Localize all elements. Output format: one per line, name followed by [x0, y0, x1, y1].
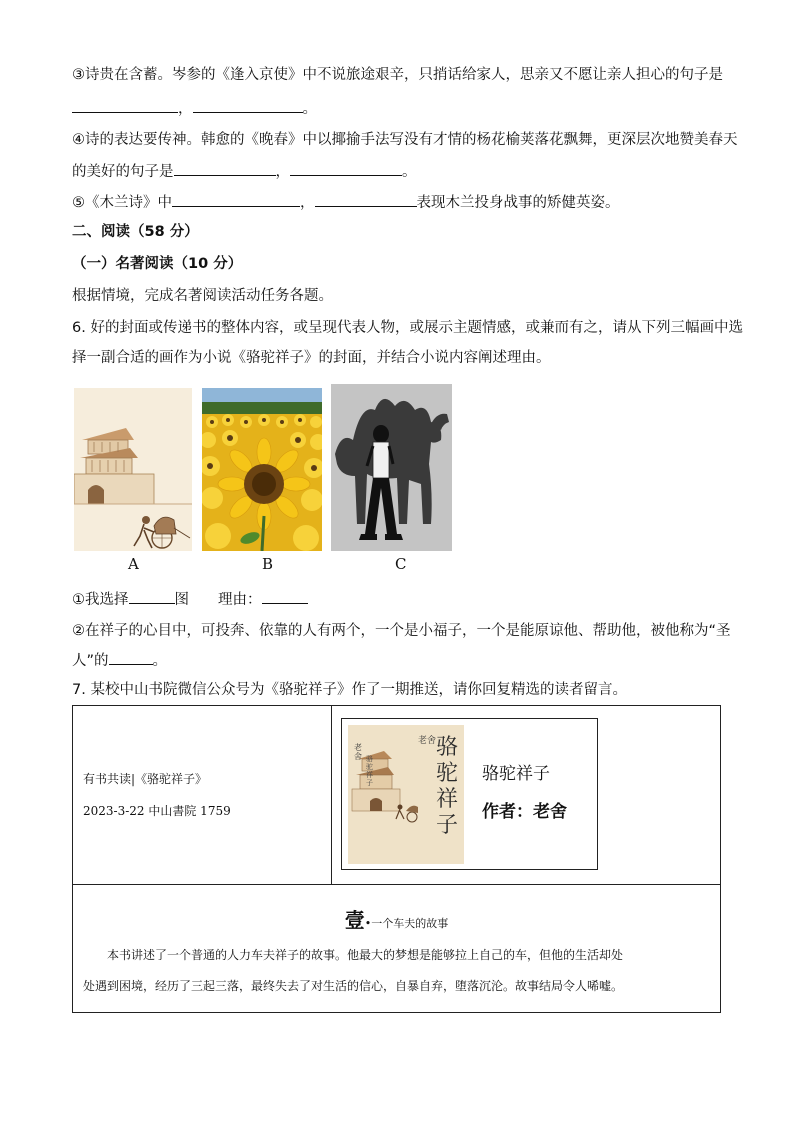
- post-meta: 2023-3-22 中山書院 1759: [83, 804, 231, 818]
- q3-blank-1[interactable]: [72, 98, 178, 113]
- q5-pre: ⑤《木兰诗》中: [72, 195, 172, 211]
- post-title: 有书共读|《骆驼祥子》: [83, 772, 208, 786]
- q4-end: 。: [402, 164, 417, 180]
- q3-end: 。: [302, 101, 317, 117]
- q6-line1: 6. 好的封面或传递书的整体内容，或呈现代表人物，或展示主题情感，或兼而有之，请从下列三幅画中选: [72, 320, 743, 336]
- q3-comma: ，: [178, 101, 193, 117]
- q6-saint-blank[interactable]: [109, 650, 153, 665]
- image-b-sunflower[interactable]: [202, 388, 322, 551]
- q4-line1: ④诗的表达要传神。韩愈的《晚春》中以揶揄手法写没有才情的杨花榆荚落花飘舞，更深层次地赞美春天: [72, 132, 738, 148]
- q3-line2: [72, 98, 317, 119]
- q6-line2: 择一副合适的画作为小说《骆驼祥子》的封面，并结合小说内容阐述理由。: [72, 350, 551, 366]
- image-a-city-gate[interactable]: [74, 388, 192, 551]
- cover-author-small: 老舍: [354, 743, 362, 761]
- q4-blank-2[interactable]: [290, 161, 402, 176]
- table-divider-horizontal: [73, 884, 720, 885]
- task-intro: 根据情境，完成名著阅读活动任务各题。: [72, 288, 333, 304]
- q4-line2: [72, 161, 417, 182]
- q5-blank-2[interactable]: [315, 192, 417, 207]
- q5-blank-1[interactable]: [172, 192, 300, 207]
- story-body-line1: 本书讲述了一个普通的人力车夫祥子的故事。他最大的梦想是能够拉上自己的车，但他的生活却处: [107, 948, 624, 962]
- city-gate-illustration: [74, 388, 192, 551]
- q5-line: [72, 192, 620, 213]
- image-b-label: B: [262, 555, 274, 573]
- cover-title-vertical: 骆驼祥子: [436, 735, 459, 838]
- q6-answer2-line1: ②在祥子的心目中，可投奔、依靠的人有两个，一个是小福子，一个是能原谅他、帮助他，被他称为“圣: [72, 623, 731, 639]
- image-c-label: C: [395, 555, 407, 573]
- table-divider-vertical: [331, 706, 332, 884]
- book-cover-image: [348, 725, 464, 864]
- story-body-line2: 处遇到困境，经历了三起三落，最终失去了对生活的信心，自暴自弃，堕落沉沦。故事结局令人唏嘘。: [83, 979, 624, 993]
- q6-reason-blank[interactable]: [262, 589, 308, 604]
- q6-choose-pre: ①我选择: [72, 592, 129, 608]
- sunflower-illustration: [202, 388, 322, 551]
- book-card[interactable]: [341, 718, 598, 870]
- post-table: [72, 705, 721, 1013]
- q6-ans2-end: 。: [152, 653, 168, 669]
- q6-choose-mid: 图 理由：: [174, 592, 262, 608]
- image-c-camel-shadow[interactable]: [331, 384, 452, 551]
- book-title: 骆驼祥子: [482, 764, 550, 784]
- q6-answer1: [72, 589, 308, 610]
- section-number: 壹: [344, 908, 365, 932]
- q3-blank-2[interactable]: [193, 98, 303, 113]
- story-heading: [73, 904, 720, 933]
- cover-title-small: 骆驼祥子: [366, 755, 373, 787]
- image-a-label: A: [128, 555, 139, 573]
- q6-answer2-line2: [72, 650, 167, 671]
- q5-comma: ，: [300, 195, 315, 211]
- q4-pre: 的美好的句子是: [72, 164, 174, 180]
- q5-post: 表现木兰投身战事的矫健英姿。: [416, 195, 620, 211]
- camel-shadow-illustration: [331, 384, 452, 551]
- subsection-title: （一）名著阅读（10 分）: [72, 256, 243, 272]
- cover-author: 老舍: [418, 736, 437, 746]
- q7-line: 7. 某校中山书院微信公众号为《骆驼祥子》作了一期推送，请你回复精选的读者留言。: [72, 682, 627, 698]
- section-title: •一个车夫的故事: [364, 917, 449, 930]
- section-title: 二、阅读（58 分）: [72, 224, 199, 240]
- book-author: 作者：老舍: [482, 802, 567, 822]
- q4-blank-1[interactable]: [174, 161, 276, 176]
- q3-line1: ③诗贵在含蓄。岑参的《逢入京使》中不说旅途艰辛，只捎话给家人，思亲又不愿让亲人担心的句子是: [72, 67, 723, 83]
- q6-choice-blank[interactable]: [129, 589, 175, 604]
- q6-ans2-pre: 人”的: [72, 653, 109, 669]
- q4-comma: ，: [275, 164, 290, 180]
